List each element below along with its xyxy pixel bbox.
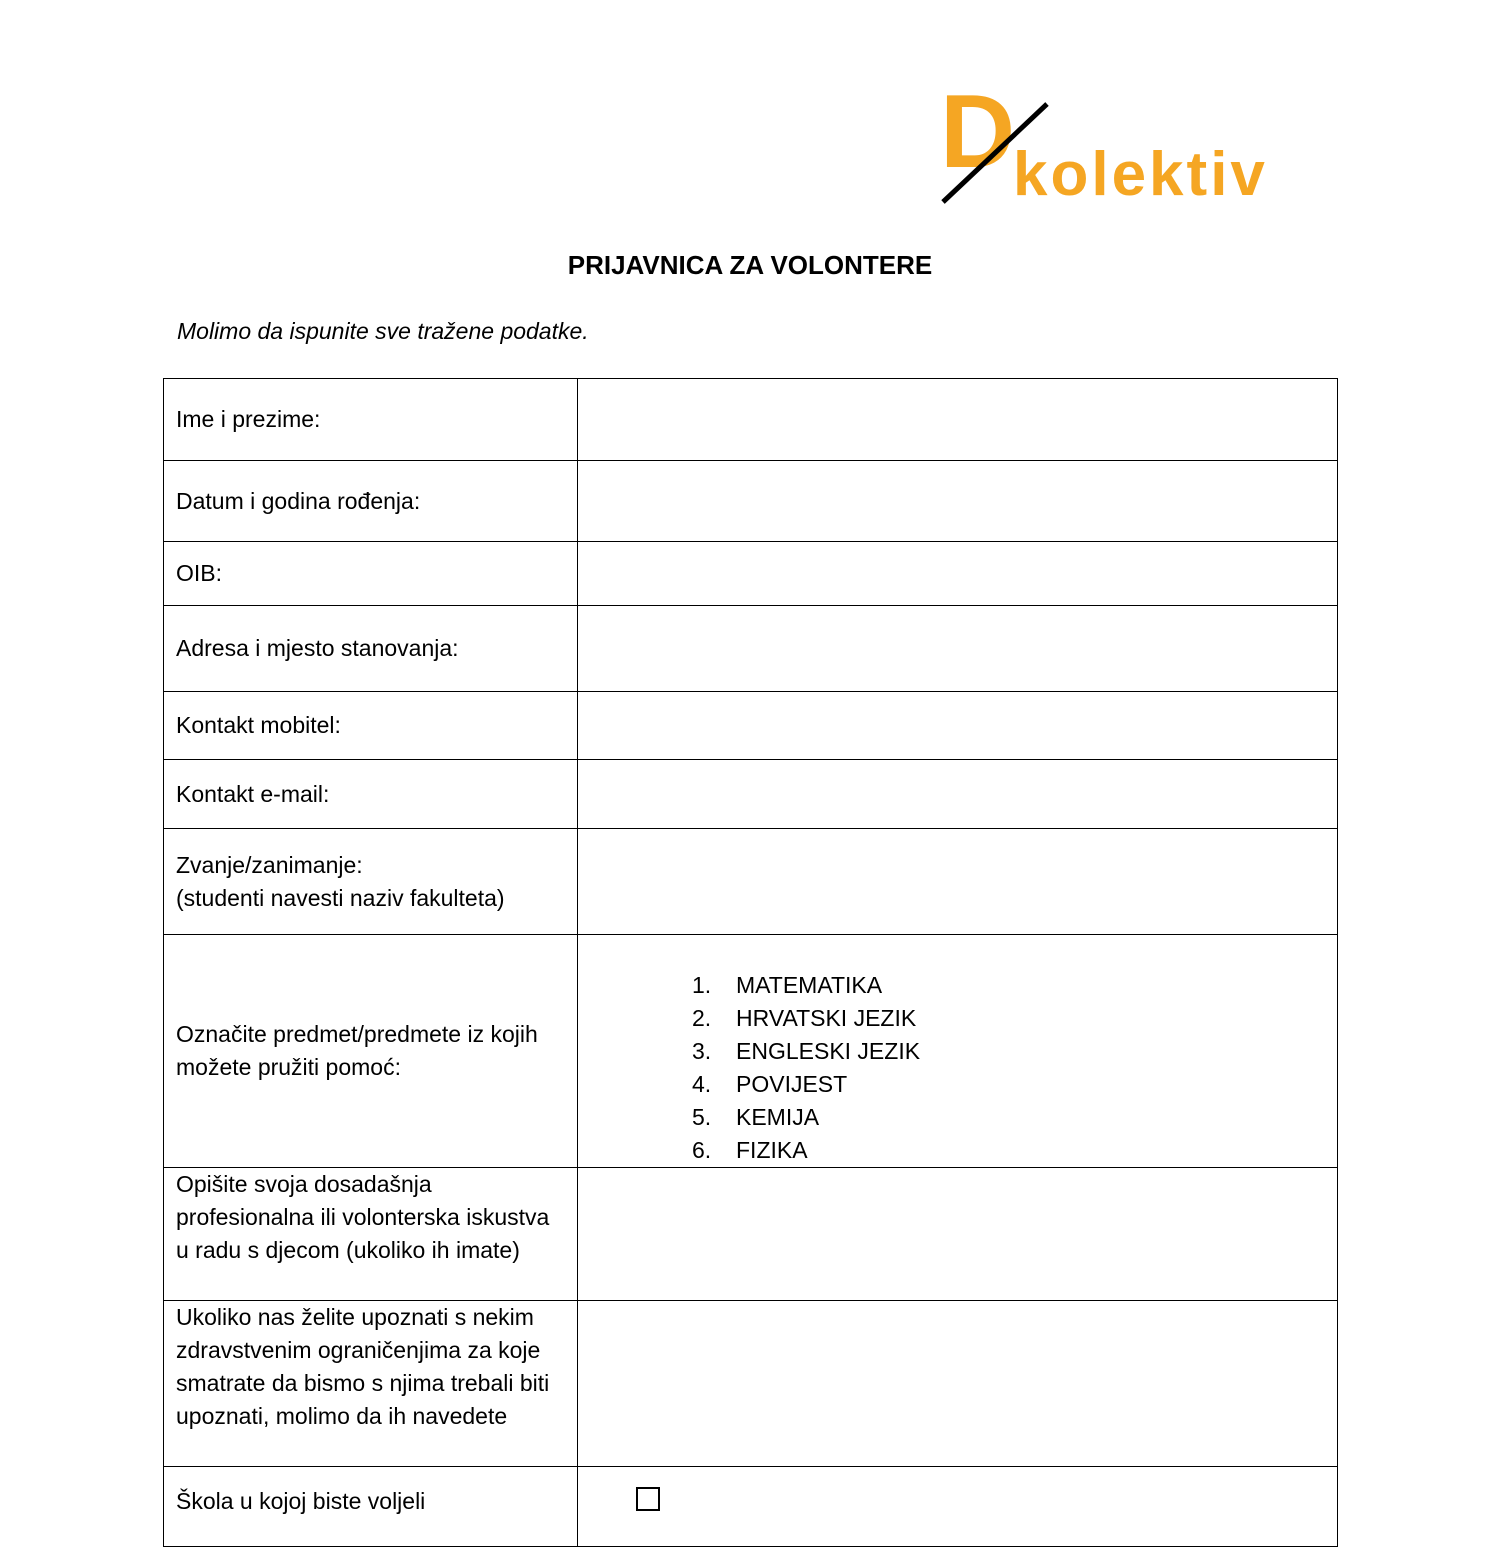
- input-mobile[interactable]: [578, 692, 1338, 760]
- label-occupation-line1: Zvanje/zanimanje:: [176, 851, 363, 878]
- form-row-address: [164, 606, 1338, 692]
- logo-letter: D: [940, 74, 1016, 190]
- label-name: Ime i prezime:: [164, 379, 578, 461]
- form-row-email: [164, 760, 1338, 829]
- page-title: PRIJAVNICA ZA VOLONTERE: [567, 250, 933, 280]
- subject-item[interactable]: [692, 1035, 1325, 1068]
- label-subjects: Označite predmet/predmete iz kojih možete pružiti pomoć:: [164, 935, 578, 1168]
- subject-item[interactable]: [692, 969, 1325, 1002]
- subject-name: KEMIJA: [736, 1104, 820, 1130]
- subject-name: HRVATSKI JEZIK: [736, 1005, 917, 1031]
- subject-number: 4.: [692, 1071, 712, 1097]
- label-birthdate: Datum i godina rođenja:: [164, 461, 578, 542]
- form-row-mobile: [164, 692, 1338, 760]
- checkbox-icon[interactable]: [636, 1487, 660, 1511]
- label-oib: OIB:: [164, 542, 578, 606]
- form-row-oib: [164, 542, 1338, 606]
- label-school: Škola u kojoj biste voljeli: [164, 1467, 578, 1547]
- input-email[interactable]: [578, 760, 1338, 829]
- label-experience: Opišite svoja dosadašnja profesionalna ili volonterska iskustva u radu s djecom (ukoliko ih imate): [164, 1168, 578, 1301]
- input-name[interactable]: [578, 379, 1338, 461]
- subject-number: 1.: [692, 972, 712, 998]
- form-row-subjects: [164, 935, 1338, 1168]
- input-birthdate[interactable]: [578, 461, 1338, 542]
- subject-name: ENGLESKI JEZIK: [736, 1038, 921, 1064]
- subjects-cell: [578, 935, 1338, 1168]
- form-row-name: [164, 379, 1338, 461]
- subject-name: POVIJEST: [736, 1071, 848, 1097]
- form-row-birthdate: [164, 461, 1338, 542]
- label-occupation: [164, 829, 578, 935]
- subjects-list: [590, 969, 1325, 1167]
- input-occupation[interactable]: [578, 829, 1338, 935]
- form-row-school: [164, 1467, 1338, 1547]
- input-oib[interactable]: [578, 542, 1338, 606]
- label-health: Ukoliko nas želite upoznati s nekim zdravstvenim ograničenjima za koje smatrate da bismo s njima trebali biti upoznati, molimo da ih navedete: [164, 1301, 578, 1467]
- input-health[interactable]: [578, 1301, 1338, 1467]
- logo: [935, 74, 1325, 210]
- form-row-experience: [164, 1168, 1338, 1301]
- subject-item[interactable]: [692, 1002, 1325, 1035]
- school-options-cell: [578, 1467, 1338, 1547]
- form-row-occupation: [164, 829, 1338, 935]
- subject-item[interactable]: [692, 1101, 1325, 1134]
- subject-name: MATEMATIKA: [736, 972, 883, 998]
- logo-wordmark: kolektiv: [1013, 140, 1268, 209]
- subject-number: 5.: [692, 1104, 712, 1130]
- label-mobile: Kontakt mobitel:: [164, 692, 578, 760]
- label-occupation-line2: (studenti navesti naziv fakulteta): [176, 884, 505, 911]
- subject-name: FIZIKA: [736, 1137, 808, 1163]
- form-row-health: [164, 1301, 1338, 1467]
- label-address: Adresa i mjesto stanovanja:: [164, 606, 578, 692]
- volunteer-form-table: [163, 378, 1338, 1547]
- input-address[interactable]: [578, 606, 1338, 692]
- subject-item[interactable]: [692, 1134, 1325, 1167]
- subject-number: 6.: [692, 1137, 712, 1163]
- input-experience[interactable]: [578, 1168, 1338, 1301]
- label-email: Kontakt e-mail:: [164, 760, 578, 829]
- instructions: Molimo da ispunite sve tražene podatke.: [177, 318, 589, 344]
- subject-number: 3.: [692, 1038, 712, 1064]
- subject-item[interactable]: [692, 1068, 1325, 1101]
- subject-number: 2.: [692, 1005, 712, 1031]
